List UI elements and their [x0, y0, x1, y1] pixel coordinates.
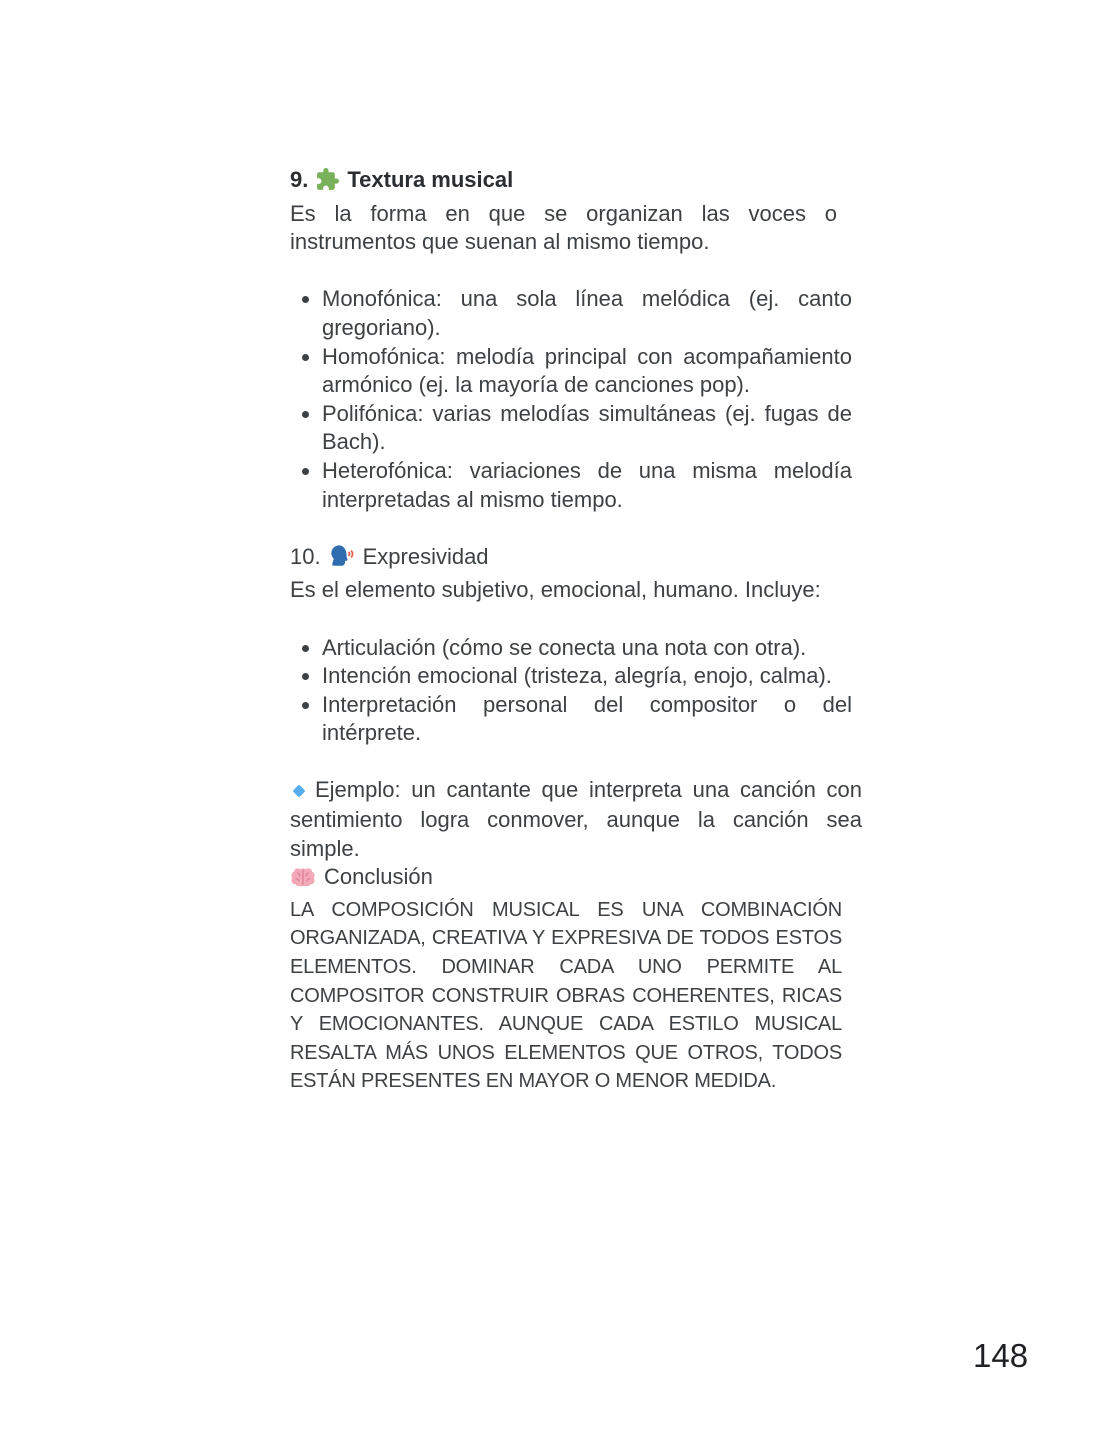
section-10-heading	[290, 543, 893, 577]
section-9-number: 9.	[290, 167, 309, 192]
page-number: 148	[973, 1337, 1029, 1374]
conclusion-body: LA COMPOSICIÓN MUSICAL ES UNA COMBINACIÓN ORGANIZADA, CREATIVA Y EXPRESIVA DE TODOS ESTOS ELEMENTOS. DOMINAR CADA UNO PERMITE AL COMPOSITOR CONSTRUIR OBRAS COHERENTES, RICAS Y EMOCIONANTES. AUNQUE CADA ESTILO MUSICAL RESALTA MÁS UNOS ELEMENTOS QUE OTROS, TODOS ESTÁN PRESENTES EN MAYOR O MENOR MEDIDA.	[290, 898, 842, 1093]
section-9	[290, 166, 893, 257]
list-item: • Polifónica: varias melodías simultáneas (ej. fugas de Bach).	[322, 400, 852, 457]
small-blue-diamond-icon	[292, 777, 306, 806]
example-paragraph	[290, 776, 862, 863]
example-text: Ejemplo: un cantante que interpreta una canción con sentimiento logra conmover, aunque la canción sea simple.	[290, 777, 862, 861]
speaking-head-icon	[328, 543, 354, 577]
section-10	[290, 543, 893, 605]
list-item: • Homofónica: melodía principal con acompañamiento armónico (ej. la mayoría de canciones pop).	[322, 343, 852, 400]
section-9-intro: Es la forma en que se organizan las voces o instrumentos que suenan al mismo tiempo.	[290, 200, 837, 255]
conclusion-title: Conclusión	[324, 864, 433, 890]
list-item: • Intención emocional (tristeza, alegría, enojo, calma).	[322, 662, 852, 691]
list-item: • Monofónica: una sola línea melódica (ej. canto gregoriano).	[322, 285, 852, 342]
section-10-title: Expresividad	[362, 543, 489, 569]
list-item: • Interpretación personal del compositor o del intérprete.	[322, 691, 852, 748]
section-10-number: 10.	[290, 543, 321, 569]
list-item: • Articulación (cómo se conecta una nota con otra).	[322, 634, 852, 663]
section-10-list	[290, 634, 852, 748]
section-9-title: Textura musical	[347, 167, 514, 192]
brain-icon	[290, 866, 316, 896]
section-9-heading	[290, 166, 893, 200]
conclusion-heading	[290, 863, 893, 896]
section-10-intro: Es el elemento subjetivo, emocional, humano. Incluye:	[290, 577, 821, 603]
document-content	[290, 166, 893, 1096]
section-9-list	[290, 285, 852, 514]
list-item: • Heterofónica: variaciones de una misma melodía interpretadas al mismo tiempo.	[322, 457, 852, 514]
puzzle-piece-icon	[315, 167, 340, 200]
